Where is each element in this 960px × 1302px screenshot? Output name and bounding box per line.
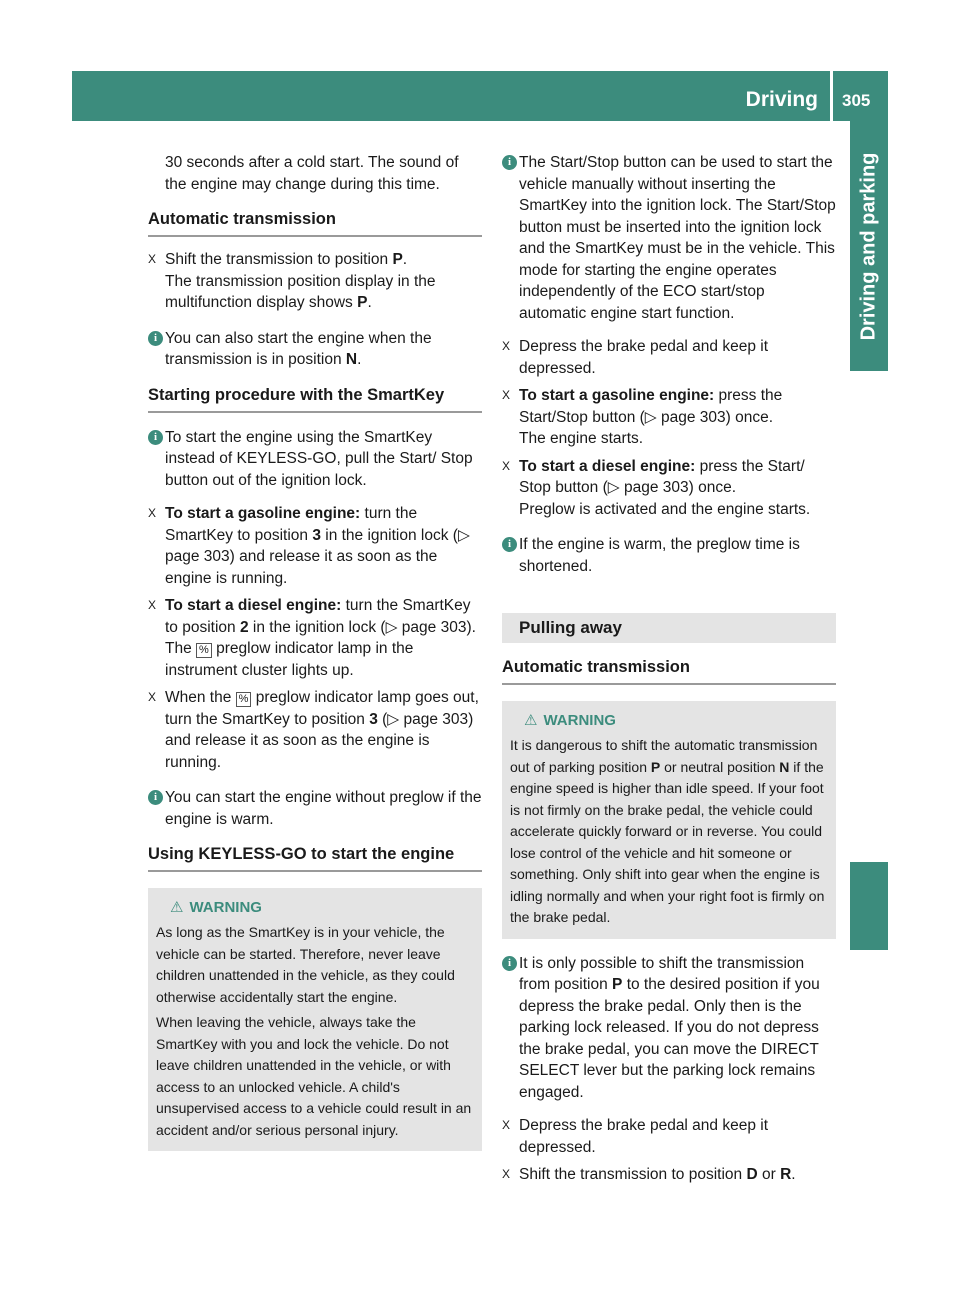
page-number: 305 xyxy=(842,91,871,110)
info-icon: i xyxy=(502,155,517,170)
right-column xyxy=(502,152,836,1192)
step-arrow-icon: X xyxy=(502,1167,511,1181)
step-depress-brake: X Depress the brake pedal and keep it depressed. xyxy=(502,338,769,377)
step-arrow-icon: X xyxy=(502,339,511,353)
warning-triangle-icon: ⚠ xyxy=(170,899,184,916)
header-separator xyxy=(830,71,833,121)
info-parking-lock: i It is only possible to shift the transmission from position P to the desired position if you depress the brake pedal. Only then is the parking lock released. If you do not depress the brake pedal, you can move the DIRECT SELECT lever but the parking lock remains engaged. xyxy=(502,953,836,1104)
info-preglow-shortened: i If the engine is warm, the preglow time is shortened. xyxy=(502,534,836,577)
step-arrow-icon: X xyxy=(502,458,511,473)
step-arrow-icon: X xyxy=(148,252,157,266)
intro-text: 30 seconds after a cold start. The sound of the engine may change during this time. xyxy=(165,154,459,193)
warning-triangle-icon: ⚠ xyxy=(524,712,538,729)
warning-box-shift xyxy=(502,701,836,939)
warning-title: ⚠ WARNING xyxy=(524,712,616,729)
info-start-stop-button: i The Start/Stop button can be used to start the vehicle manually without inserting the SmartKey into the ignition lock. The Start/Stop button must be inserted into the ignition lock and the SmartKey must be in the vehicle. This mode for starting the engine operates independently of the ECO start/stop automatic engine start function. xyxy=(502,152,836,324)
info-icon: i xyxy=(502,537,517,552)
step-diesel-keyless: X To start a diesel engine: press the Start/ Stop button (▷ page 303) once. Preglow is activated and the engine starts. xyxy=(502,457,811,518)
page-title: Driving xyxy=(745,88,818,111)
step-arrow-icon: X xyxy=(148,598,157,612)
side-marker xyxy=(850,862,888,950)
warning-text: As long as the SmartKey is in your vehicle, the vehicle can be started. Therefore, never leave children unattended in the vehicle, as they could otherwise accidentally start the engine. xyxy=(156,924,455,1005)
preglow-lamp-icon: % xyxy=(236,692,252,707)
side-tab-label-wrap xyxy=(850,121,888,371)
warning-text: When leaving the vehicle, always take the SmartKey with you and lock the vehicle. Do not leave children unattended in the vehicle, or with access to an unlocked vehicle. A child's unsupervised access to a vehicle could result in an accident and/or serious personal injury. xyxy=(156,1014,472,1138)
step-diesel-smartkey: X To start a diesel engine: turn the SmartKey to position 2 in the ignition lock (▷ page 303). The % preglow indicator lamp in the instrument cluster lights up. xyxy=(148,597,476,679)
step-depress-brake-2: X Depress the brake pedal and keep it depressed. xyxy=(502,1117,769,1156)
step-gasoline-keyless: X To start a gasoline engine: press the Start/Stop button (▷ page 303) once. The engine starts. xyxy=(502,387,783,447)
step-arrow-icon: X xyxy=(502,388,511,402)
section-pulling-away: Pulling away xyxy=(502,613,836,643)
info-smartkey: i To start the engine using the SmartKey instead of KEYLESS-GO, pull the Start/ Stop button out of the ignition lock. xyxy=(148,427,482,492)
step-arrow-icon: X xyxy=(148,506,157,520)
warning-text: It is dangerous to shift the automatic transmission out of parking position P or neutral position N if the engine speed is higher than idle speed. If your foot is not firmly on the brake pedal, the vehicle could accelerate quickly forward or in reverse. You could lose control of the vehicle and hit someone or something. Only shift into gear when the engine is idling normally and when your right foot is firmly on the brake pedal. xyxy=(510,737,825,925)
info-icon: i xyxy=(502,956,517,971)
step-shift-to-p: X Shift the transmission to position P. The transmission position display in the multifunction display shows P. xyxy=(148,251,436,311)
info-icon: i xyxy=(148,331,163,346)
step-preglow-out: X When the % preglow indicator lamp goes out, turn the SmartKey to position 3 (▷ page 303) and release it as soon as the engine is running. xyxy=(148,689,479,771)
step-arrow-icon: X xyxy=(502,1118,511,1132)
heading-keyless-go: Using KEYLESS-GO to start the engine xyxy=(148,845,482,872)
preglow-lamp-icon: % xyxy=(196,643,212,658)
heading-automatic-transmission-2: Automatic transmission xyxy=(502,658,836,685)
warning-box-keyless xyxy=(148,888,482,1151)
info-icon: i xyxy=(148,430,163,445)
step-shift-d-or-r: X Shift the transmission to position D or R. xyxy=(502,1164,836,1186)
heading-smartkey: Starting procedure with the SmartKey xyxy=(148,386,482,413)
info-start-in-n: i You can also start the engine when the transmission is in position N. xyxy=(148,328,482,371)
heading-automatic-transmission: Automatic transmission xyxy=(148,210,482,237)
info-icon: i xyxy=(148,790,163,805)
side-tab-label: Driving and parking xyxy=(857,152,880,340)
step-arrow-icon: X xyxy=(148,690,157,704)
left-column xyxy=(148,152,482,1151)
warning-title: ⚠ WARNING xyxy=(170,899,262,916)
step-gasoline-smartkey: X To start a gasoline engine: turn the SmartKey to position 3 in the ignition lock (▷ page 303) and release it as soon as the engine is running. xyxy=(148,505,470,587)
info-no-preglow: i You can start the engine without preglow if the engine is warm. xyxy=(148,787,482,830)
